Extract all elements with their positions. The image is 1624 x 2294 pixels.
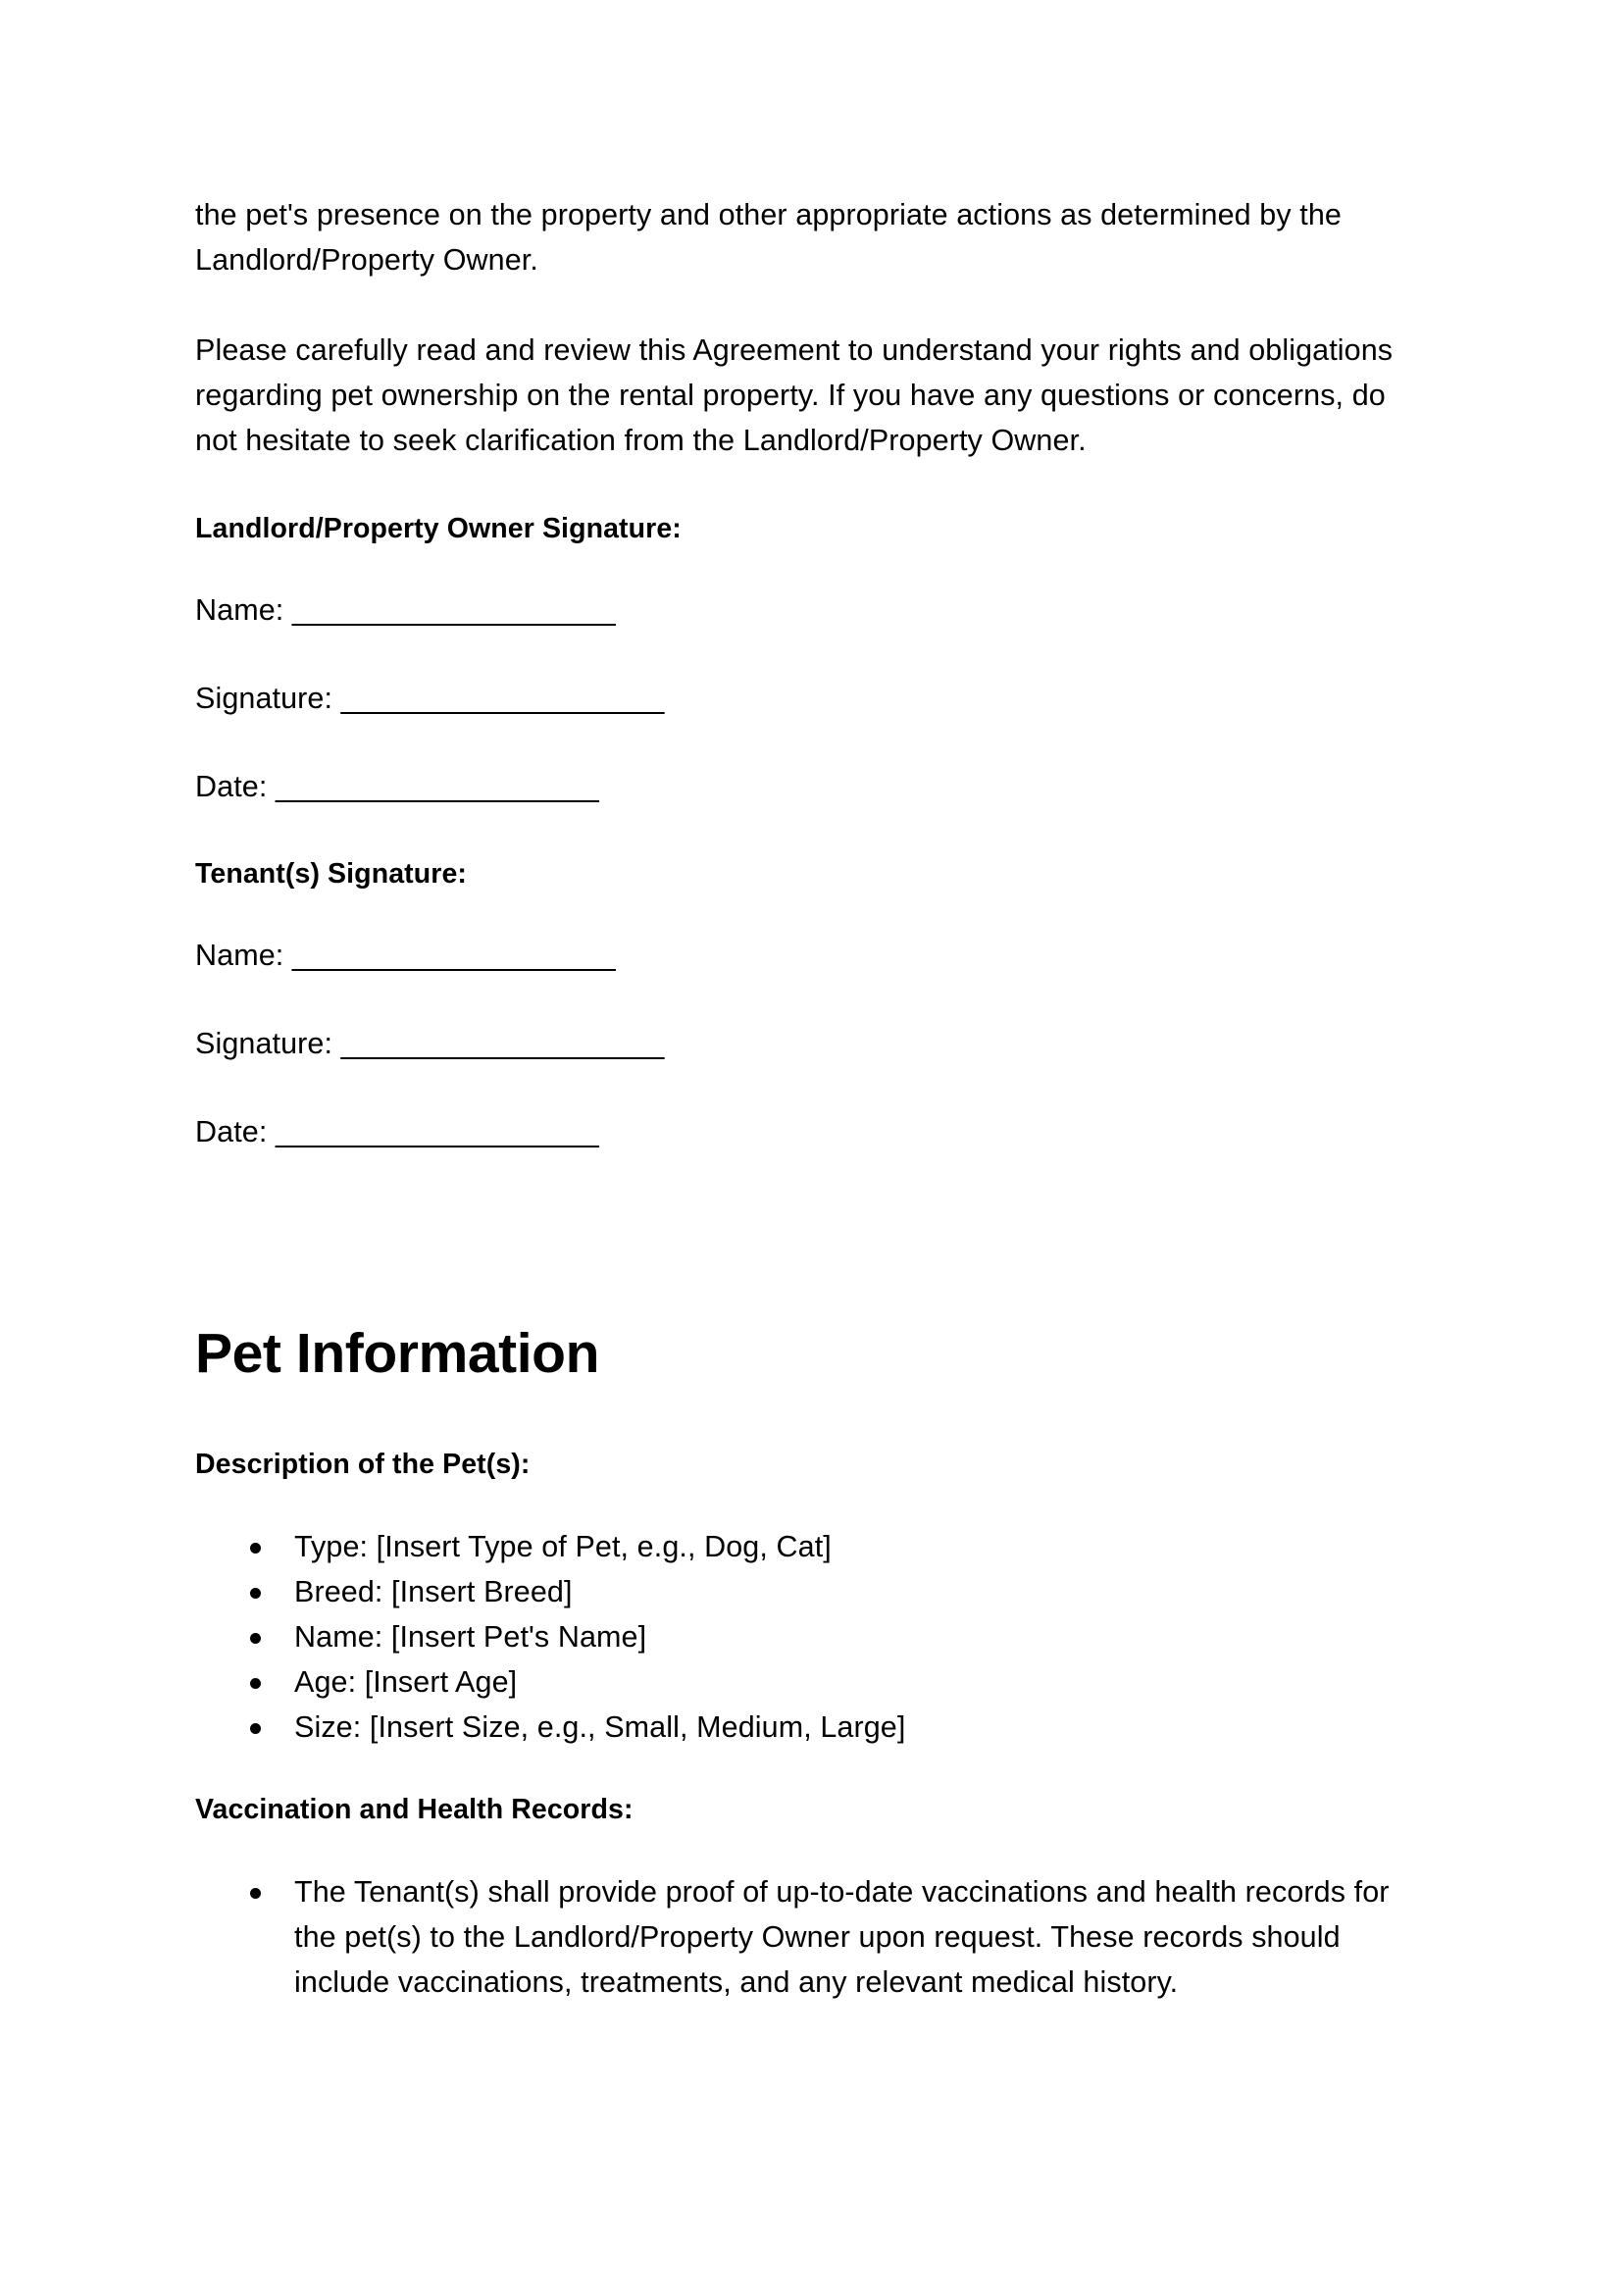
pet-information-title: Pet Information	[195, 1322, 600, 1385]
landlord-name-rule[interactable]: ____________________	[291, 593, 616, 627]
tenant-name-label: Name:	[195, 939, 292, 972]
list-item: Name: [Insert Pet's Name]	[195, 1614, 1416, 1659]
tenant-name-field	[195, 934, 1416, 977]
landlord-signature-label: Signature:	[195, 682, 341, 715]
list-item: Age: [Insert Age]	[195, 1659, 1416, 1705]
landlord-name-label: Name:	[195, 593, 292, 627]
description-of-pets-heading: Description of the Pet(s):	[195, 1449, 531, 1480]
landlord-date-field	[195, 765, 1416, 808]
list-item: Breed: [Insert Breed]	[195, 1569, 1416, 1614]
tenant-signature-field	[195, 1022, 1416, 1065]
landlord-name-field	[195, 588, 1416, 632]
tenant-date-rule[interactable]: ____________________	[275, 1115, 599, 1148]
tenant-signature-label: Signature:	[195, 1027, 341, 1060]
tenant-name-rule[interactable]: ____________________	[291, 939, 616, 972]
vaccination-records-list	[195, 1869, 1416, 2005]
section-spacer	[195, 1198, 1416, 1319]
tenant-signature-rule[interactable]: ____________________	[340, 1027, 664, 1060]
landlord-signature-field	[195, 677, 1416, 720]
landlord-signature-heading: Landlord/Property Owner Signature:	[195, 513, 682, 544]
pet-description-list	[195, 1524, 1416, 1750]
list-item: Type: [Insert Type of Pet, e.g., Dog, Cat]	[195, 1524, 1416, 1569]
tenant-date-label: Date:	[195, 1115, 276, 1148]
landlord-signature-rule[interactable]: ____________________	[340, 682, 664, 715]
paragraph-read-and-review: Please carefully read and review this Agreement to understand your rights and obligations regarding pet ownership on the rental property. If you have any questions or concerns, do not hesitate to seek clarification from the Landlord/Property Owner.	[195, 333, 1394, 457]
tenant-date-field	[195, 1110, 1416, 1153]
list-item: The Tenant(s) shall provide proof of up-to-date vaccinations and health records for the pet(s) to the Landlord/Property Owner upon request. These records should include vaccinations, treatments, and any relevant medical history.	[195, 1869, 1416, 2005]
list-item: Size: [Insert Size, e.g., Small, Medium, Large]	[195, 1705, 1416, 1750]
landlord-date-rule[interactable]: ____________________	[275, 770, 599, 803]
vaccination-health-records-heading: Vaccination and Health Records:	[195, 1794, 634, 1825]
tenant-signature-heading: Tenant(s) Signature:	[195, 858, 467, 890]
paragraph-continuation: the pet's presence on the property and other appropriate actions as determined by the Landlord/Property Owner.	[195, 198, 1342, 277]
document-body	[195, 192, 1416, 2044]
landlord-date-label: Date:	[195, 770, 276, 803]
